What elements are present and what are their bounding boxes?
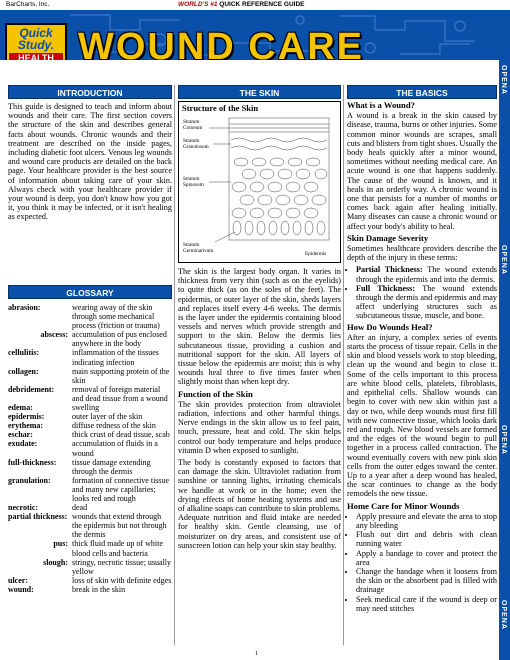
home-care-heading: Home Care for Minor Wounds: [347, 500, 460, 511]
what-is-wound-text: A wound is a break in the skin caused by disease, trauma, burns or other injuries. Some common minor wounds are scrapes, small cuts and blisters from tight shoes. Usually the body heals quickly after a minor wound, sometimes without needing medical care. An acute wound is one that happens suddenly. The cause of the wound is known, and it heals in an orderly way. A chronic wound is one that persists for a number of months or comes back again after healing initially. Many diseases can cause a chronic wound or affect your body's ability to heal.: [347, 111, 497, 231]
glossary-definition: tissue damage extending through the dermis: [72, 457, 151, 476]
column-divider: [174, 85, 175, 645]
glossary-definition: dead: [72, 503, 88, 513]
glossary-definition: wearing away of the skin through some mechanical process (friction or trauma): [72, 303, 160, 331]
glossary-definition: wounds that extend through the epidermis but not through the dermis: [72, 512, 167, 540]
what-is-wound-heading: What is a Wound?: [347, 100, 415, 110]
glossary-definition: thick crust of dead tissue, scab: [72, 430, 170, 440]
side-word: OPENA: [500, 65, 507, 95]
skin-paragraph-1: The skin is the largest body organ. It varies in thickness from very thin (such as on the eyelids) to quite thick (as on the soles of the feet). The epidermis, or outer layer of the skin, sheds layers and replaces itself every 4-6 weeks. The dermis is the layer under the epidermis containing blood vessels and nerves which provide strength and support to the skin. Below the dermis lies subcutaneous tissue, providing a cushion and nutritional support for the skin. All layers of tissue below the epidermis are moist; this is why wounds heal three to five times faster when slightly moist than when kept dry.: [178, 267, 341, 387]
label-stratum-germinativum: Stratum Germinativum: [183, 242, 214, 254]
glossary-term: ulcer:: [8, 575, 28, 585]
glossary-term: cellulitis:: [8, 348, 40, 358]
side-word: OPENA: [500, 600, 507, 630]
glossary-term: necrotic:: [8, 503, 39, 513]
glossary-row: [8, 367, 172, 385]
glossary-term: epidermis:: [8, 412, 45, 422]
list-item: • Flush out dirt and debris with clean running water: [356, 530, 497, 548]
glossary-row: [8, 303, 172, 330]
severity-list: [347, 265, 497, 320]
logo-line-3: HEALTH: [9, 53, 63, 60]
guide-tagline-red: WORLD'S #1: [178, 1, 218, 8]
glossary-term: full-thickness:: [8, 457, 57, 467]
glossary-definition: loss of skin with definite edges: [72, 575, 172, 585]
glossary-definition: diffuse redness of the skin: [72, 421, 156, 431]
page-number: 1: [255, 651, 258, 657]
glossary-term: erythema:: [8, 421, 44, 431]
guide-tagline: [178, 1, 305, 8]
skin-structure-figure: [178, 101, 341, 263]
glossary-row: [8, 330, 172, 348]
side-open-bar: [499, 60, 510, 660]
glossary-term: collagen:: [8, 366, 39, 376]
healing-heading: How Do Wounds Heal?: [347, 321, 433, 332]
glossary-definition: formation of connective tissue and many new capillaries; looks red and rough: [72, 475, 170, 503]
glossary-definition: stringy, necrotic tissue; usually yellow: [72, 557, 172, 576]
guide-tagline-black: QUICK REFERENCE GUIDE: [219, 1, 305, 8]
glossary-row: [8, 503, 172, 512]
skin-section: [178, 85, 341, 553]
severity-heading: Skin Damage Severity: [347, 232, 429, 243]
basics-section: [347, 85, 497, 615]
glossary-term: pus:: [53, 539, 68, 549]
label-stratum-spinosum: Stratum Spinosum: [183, 176, 204, 188]
glossary-row: [8, 476, 172, 503]
glossary-definition: removal of foreign material and dead tissue from a wound: [72, 384, 168, 403]
glossary-term: partial thickness:: [8, 512, 68, 522]
glossary-section: [8, 285, 172, 594]
glossary-term: abscess:: [40, 330, 68, 340]
glossary-row: [8, 385, 172, 403]
severity-desc: The wound extends through the dermis and epidermis and may affect underlying structures such as subcutaneous tissue, muscle, and bone.: [356, 283, 497, 321]
skin-heading: THE SKIN: [178, 85, 341, 99]
glossary-term: exudate:: [8, 439, 38, 449]
list-item: • Apply pressure and elevate the area to stop any bleeding: [356, 512, 497, 530]
glossary-definition: main supporting protein of the skin: [72, 366, 170, 385]
glossary-row: [8, 412, 172, 421]
list-item: [356, 284, 497, 321]
glossary-row: [8, 421, 172, 430]
glossary-heading: GLOSSARY: [8, 285, 172, 299]
basics-heading: THE BASICS: [347, 85, 497, 99]
glossary-definition: accumulation of fluids in a wound: [72, 439, 158, 458]
introduction-text: This guide is designed to teach and inform about wounds and their care. The first section covers the structure of the skin and describes general facts about wounds. Chronic wounds and their treatment are described on the inside pages, including diabetic foot ulcers. Venous leg wounds and wound care products are detailed on the back page. Your healthcare provider is the best source of information about taking care of your skin. Always check with your healthcare provider if your wound is deep, you don't know how you got it, you think it may be infected, or it isn't healing as expected.: [8, 102, 172, 222]
side-word: OPENA: [500, 245, 507, 275]
severity-text: Sometimes healthcare providers describe the depth of the injury in these terms:: [347, 244, 497, 263]
glossary-row: [8, 458, 172, 476]
glossary-row: [8, 539, 172, 557]
glossary-term: debridement:: [8, 384, 55, 394]
severity-term: Full Thickness:: [356, 283, 416, 293]
list-item: • Apply a bandage to cover and protect the area: [356, 549, 497, 567]
label-stratum-granulosum: Stratum Granulosum: [183, 138, 209, 150]
glossary-row: [8, 430, 172, 439]
publisher-name: BarCharts, Inc.: [6, 1, 50, 8]
top-bar: [0, 0, 510, 10]
glossary-row: [8, 576, 172, 585]
quick-study-logo: [5, 23, 67, 60]
skin-paragraph-2: The skin provides protection from ultraviolet radiation, infections and other harmful things. Nerve endings in the skin allow us to feel pain, touch, pressure, heat and cold. The skin helps control our body temperature and helps produce vitamin D when exposed to sunlight.: [178, 399, 341, 455]
glossary-definition: outer layer of the skin: [72, 412, 143, 422]
skin-function-heading: Function of the Skin: [178, 388, 253, 399]
introduction-heading: INTRODUCTION: [8, 85, 172, 99]
column-divider: [343, 85, 344, 645]
list-item: • Seek medical care if the wound is deep or may need stitches: [356, 595, 497, 613]
home-care-list: [347, 512, 497, 613]
glossary-definition: swelling: [72, 403, 100, 413]
glossary-row: [8, 558, 172, 576]
list-item: [356, 265, 497, 283]
glossary-term: eschar:: [8, 430, 33, 440]
glossary-definition: break in the skin: [72, 584, 126, 594]
page-title: WOUND CARE: [78, 26, 364, 60]
glossary-term: edema:: [8, 403, 33, 413]
glossary-term: slough:: [43, 557, 68, 567]
glossary-term: granulation:: [8, 475, 51, 485]
logo-line-2: Study.: [17, 38, 55, 52]
glossary-row: [8, 585, 172, 594]
glossary-definition: accumulation of pus enclosed anywhere in the body: [72, 330, 167, 349]
glossary-term: wound:: [8, 584, 34, 594]
figure-title: Structure of the Skin: [182, 103, 259, 113]
glossary-definition: inflammation of the tissues indicating infection: [72, 348, 159, 367]
glossary-row: [8, 512, 172, 539]
introduction-section: [8, 85, 172, 225]
glossary-row: [8, 348, 172, 366]
title-banner: [0, 10, 510, 60]
skin-paragraph-3: The body is constantly exposed to factors that can damage the skin. Ultraviolet radiation from sunshine or tanning lights, irritating chemicals we handle at work or in the home; even the drying effects of home heating systems and use of alkaline soaps can contribute to skin problems. Adequate nutrition and fluid intake are needed for healthy skin. Gentle cleansing, use of moisturizer on dry areas, and consistent use of sunscreen lotion can help your skin stay healthy.: [178, 458, 341, 550]
glossary-row: [8, 403, 172, 412]
label-epidermis: Epidermis: [305, 251, 327, 257]
severity-desc: The wound extends through the epidermis and into the dermis.: [356, 265, 497, 284]
glossary-row: [8, 439, 172, 457]
side-word: OPENA: [500, 425, 507, 455]
glossary-definition: thick fluid made up of white blood cells and bacteria: [72, 539, 163, 558]
glossary-term: abrasion:: [8, 303, 41, 312]
severity-term: Partial Thickness:: [356, 265, 423, 275]
list-item: • Change the bandage when it loosens from the skin or the absorbent pad is filled with drainage: [356, 567, 497, 595]
glossary-table: [8, 303, 172, 594]
healing-text: After an injury, a complex series of events starts the process of tissue repair. Cells in the skin and blood vessels work to stop bleeding, clean up the wound and begin to close it. Some of the cells important to this process are white blood cells, platelets, fibroblasts, and epithelial cells. Shallow wounds can begin to cover with new skin within just a day or two, while deep wounds must first fill with new connective tissue, which looks dark red and rough. New blood vessels are formed and the edges of the wound begin to pull together in a process called contraction. The wound eventually covers with new pink skin cells from the outer edges toward the center. Up to a year after a deep wound has healed, the scar continues to change as the body remodels the new tissue.: [347, 332, 497, 499]
logo-line-1: Quick: [19, 26, 53, 40]
label-stratum-corneum: Stratum Corneum: [183, 119, 203, 131]
